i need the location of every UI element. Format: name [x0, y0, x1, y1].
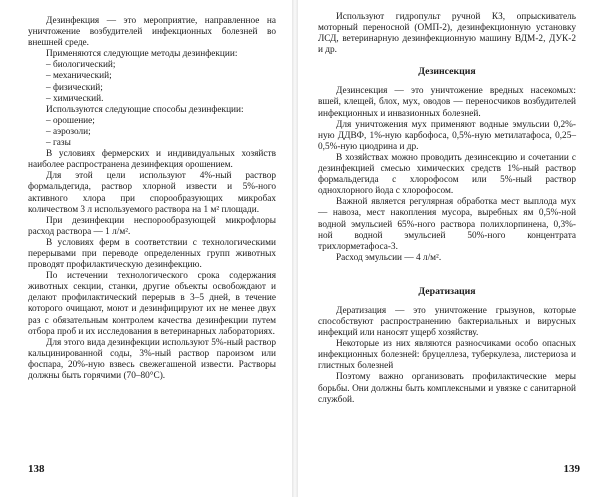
- paragraph-methods-intro: Применяются следующие методы дезинфекции:: [46, 49, 238, 60]
- paragraph-technological-breaks: В условиях ферм в соответствии с технологическими перерывами при переводе определенных групп животных проводят профилактическую дезинфекцию.: [28, 237, 276, 271]
- paragraph-disinsection-definition: Дезинсекция — это уничтожение вредных насекомых: вшей, клещей, блох, мух, оводов — переносчиков возбудителей инфекционных и инвазионных болезней.: [318, 86, 576, 119]
- list-item: – химический.: [46, 93, 104, 104]
- paragraph-preventive-measures: Поэтому важно организовать профилактические меры борьбы. Они должны быть комплексными и увязке с санитарной службой.: [318, 372, 576, 405]
- paragraph-solutions: Для этой цели используют 4%-ный раствор формальдегида, раствор хлорной извести и 5%-ного активного хлора при спорообразующих микробах количеством 3 л используемого раствора на 1 м² площади.: [28, 171, 276, 215]
- paragraph-breeding-sites: Важной является регулярная обработка мест выплода мух — навоза, мест накопления мусора, выребных ям 0,5%-ной водной эмульсией 65%-ного раствора полихлорпинена, 0,3%-ной водной эмульсией 50%-ного концентрата трихлорметафоса-3.: [318, 197, 576, 252]
- paragraph-disinfection-definition: Дезинфекция — это мероприятие, направленное на уничтожение возбудителей инфекционных болезней во внешней среде.: [28, 16, 276, 49]
- paragraph-hot-solutions: Для этого вида дезинфекции используют 5%-ный раствор кальцинированной соды, 3%-ный раствор пароизом или фоспара, 20%-ную взвесь свежегашеной извести. Растворы должны быть горячими (70–80°С).: [28, 337, 276, 381]
- right-page: [300, 0, 600, 497]
- list-item: – биологический;: [46, 60, 116, 71]
- left-page: [0, 0, 290, 497]
- book-gutter: [292, 0, 298, 497]
- list-item: – механический;: [46, 71, 112, 82]
- page-number-left: 138: [28, 463, 45, 475]
- page-number-right: 139: [563, 463, 580, 475]
- paragraph-equipment: Используют гидропульт ручной КЗ, опрыскиватель моторный переносной (ОМП-2), дезинфекционную установку ЛСД, ветеринарную дезинфекционную машину ВДМ-2, ДУК-2 и др.: [318, 12, 576, 56]
- list-item: – аэрозоли;: [46, 126, 91, 137]
- list-item: – газы: [46, 138, 71, 149]
- paragraph-preventive-break: По истечении технологического срока содержания животных секции, станки, другие объекты освобождают и делают профилактический перерыв в 3–5 дней, в течение которого очищают, моют и дезинфицируют их не менее двух раз с обязательным контролем качества дезинфекции путем отбора проб и их исследования в ветеринарных лабораториях.: [28, 271, 276, 337]
- paragraph-consumption: При дезинфекции неспорообразующей микрофлоры расход раствора — 1 л/м².: [28, 215, 276, 237]
- paragraph-rodent-diseases: Некоторые из них являются разносчиками особо опасных инфекционных болезней: бруцеллеза, туберкулеза, листериоза и глистных болезней: [318, 339, 576, 372]
- heading-disinsection: Дезинсекция: [418, 66, 476, 78]
- paragraph-emulsion-rate: Расход эмульсии — 4 л/м².: [336, 252, 442, 263]
- heading-deratization: Дератизация: [418, 285, 476, 297]
- paragraph-fly-control: Для уничтожения мух применяют водные эмульсии 0,2%-ную ДДВФ, 1%-ную карбофоса, 0,5%-ную метилатафоса, 0,25–0,5%-ную циодрина и др.: [318, 119, 576, 152]
- paragraph-farms: В условиях фермерских и индивидуальных хозяйств наиболее распространена дезинфекция орошением.: [28, 149, 276, 171]
- paragraph-ways-intro: Используются следующие способы дезинфекции:: [46, 104, 244, 115]
- list-item: – орошение;: [46, 115, 95, 126]
- list-item: – физический;: [46, 82, 103, 93]
- paragraph-deratization-definition: Дератизация — это уничтожение грызунов, которые способствуют распространению бактериальных и вирусных инфекций или наносят ущерб хозяйству.: [318, 305, 576, 339]
- paragraph-combined-treatment: В хозяйствах можно проводить дезинсекцию и сочетании с дезинфекцией смесью химических средств 1%-ный раствор формальдегида с хлорофосом или 5%-ный раствор однохлорного йода с хлорофосом.: [318, 152, 576, 197]
